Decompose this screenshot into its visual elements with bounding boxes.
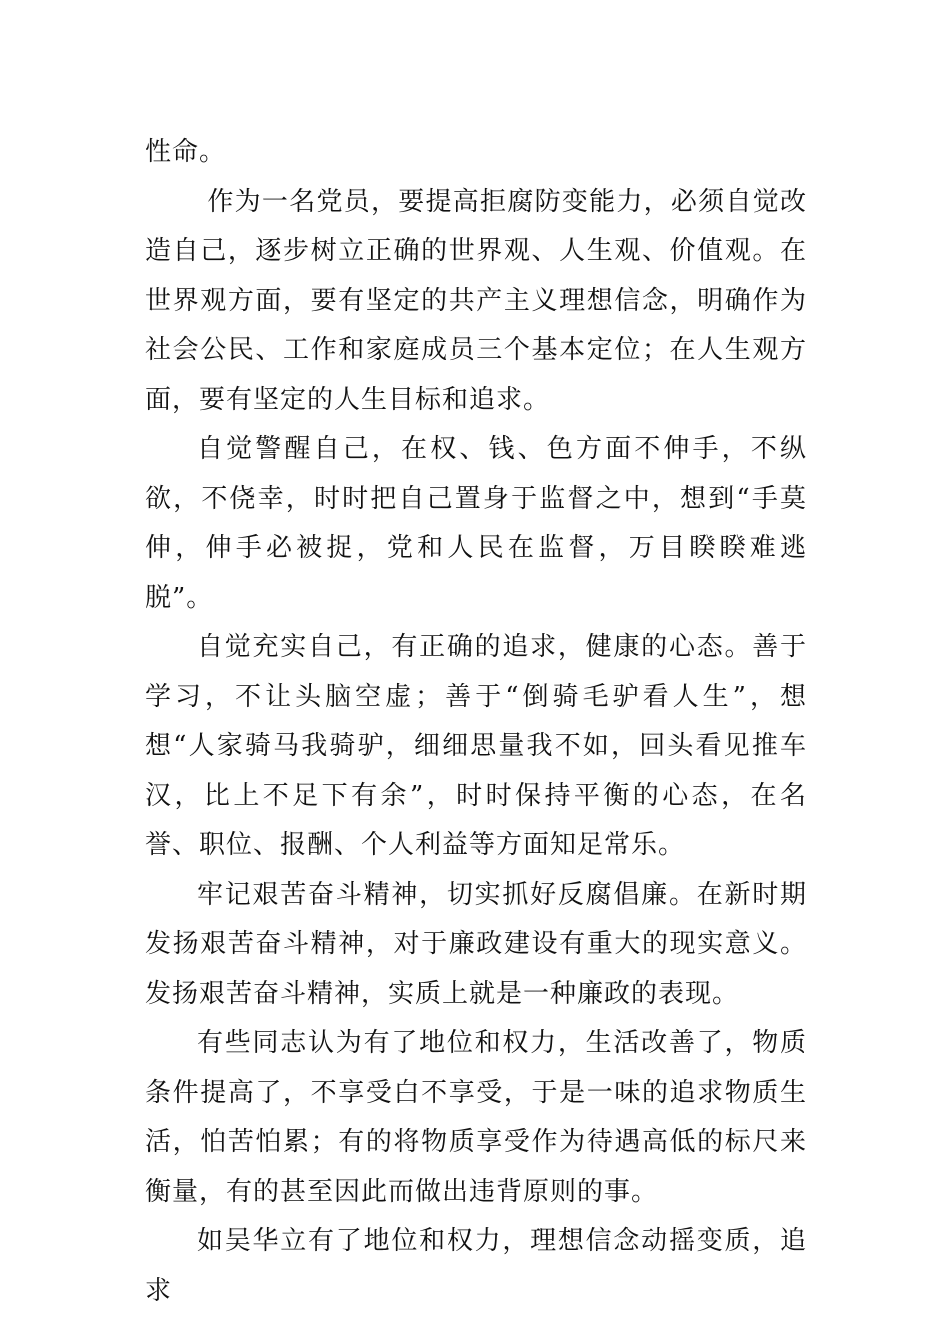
paragraph-3: 自觉警醒自己，在权、钱、色方面不伸手，不纵欲，不侥幸，时时把自己置身于监督之中，想到“手莫伸，伸手必被捉，党和人民在监督，万目睽睽难逃脱”。 [145, 434, 807, 613]
paragraph-7: 如吴华立有了地位和权力，理想信念动摇变质，追求 [145, 1226, 807, 1306]
paragraph-4: 自觉充实自己，有正确的追求，健康的心态。善于学习，不让头脑空虚；善于“倒骑毛驴看人生”，想想“人家骑马我骑驴，细细思量我不如，回头看见推车汉，比上不足下有余”，时时保持平衡的心态，在名誉、职位、报酬、个人利益等方面知足常乐。 [145, 632, 807, 860]
paragraph-5: 牢记艰苦奋斗精神，切实抓好反腐倡廉。在新时期发扬艰苦奋斗精神，对于廉政建设有重大的现实意义。发扬艰苦奋斗精神，实质上就是一种廉政的表现。 [145, 879, 807, 1009]
paragraph-1: 性命。 [145, 137, 227, 167]
paragraph-2: 作为一名党员，要提高拒腐防变能力，必须自觉改造自己，逐步树立正确的世界观、人生观、价值观。在世界观方面，要有坚定的共产主义理想信念，明确作为社会公民、工作和家庭成员三个基本定位；在人生观方面，要有坚定的人生目标和追求。 [145, 186, 807, 415]
document-body [145, 128, 807, 1316]
paragraph-6: 有些同志认为有了地位和权力，生活改善了，物质条件提高了，不享受白不享受，于是一味的追求物质生活，怕苦怕累；有的将物质享受作为待遇高低的标尺来衡量，有的甚至因此而做出违背原则的事。 [145, 1028, 807, 1207]
